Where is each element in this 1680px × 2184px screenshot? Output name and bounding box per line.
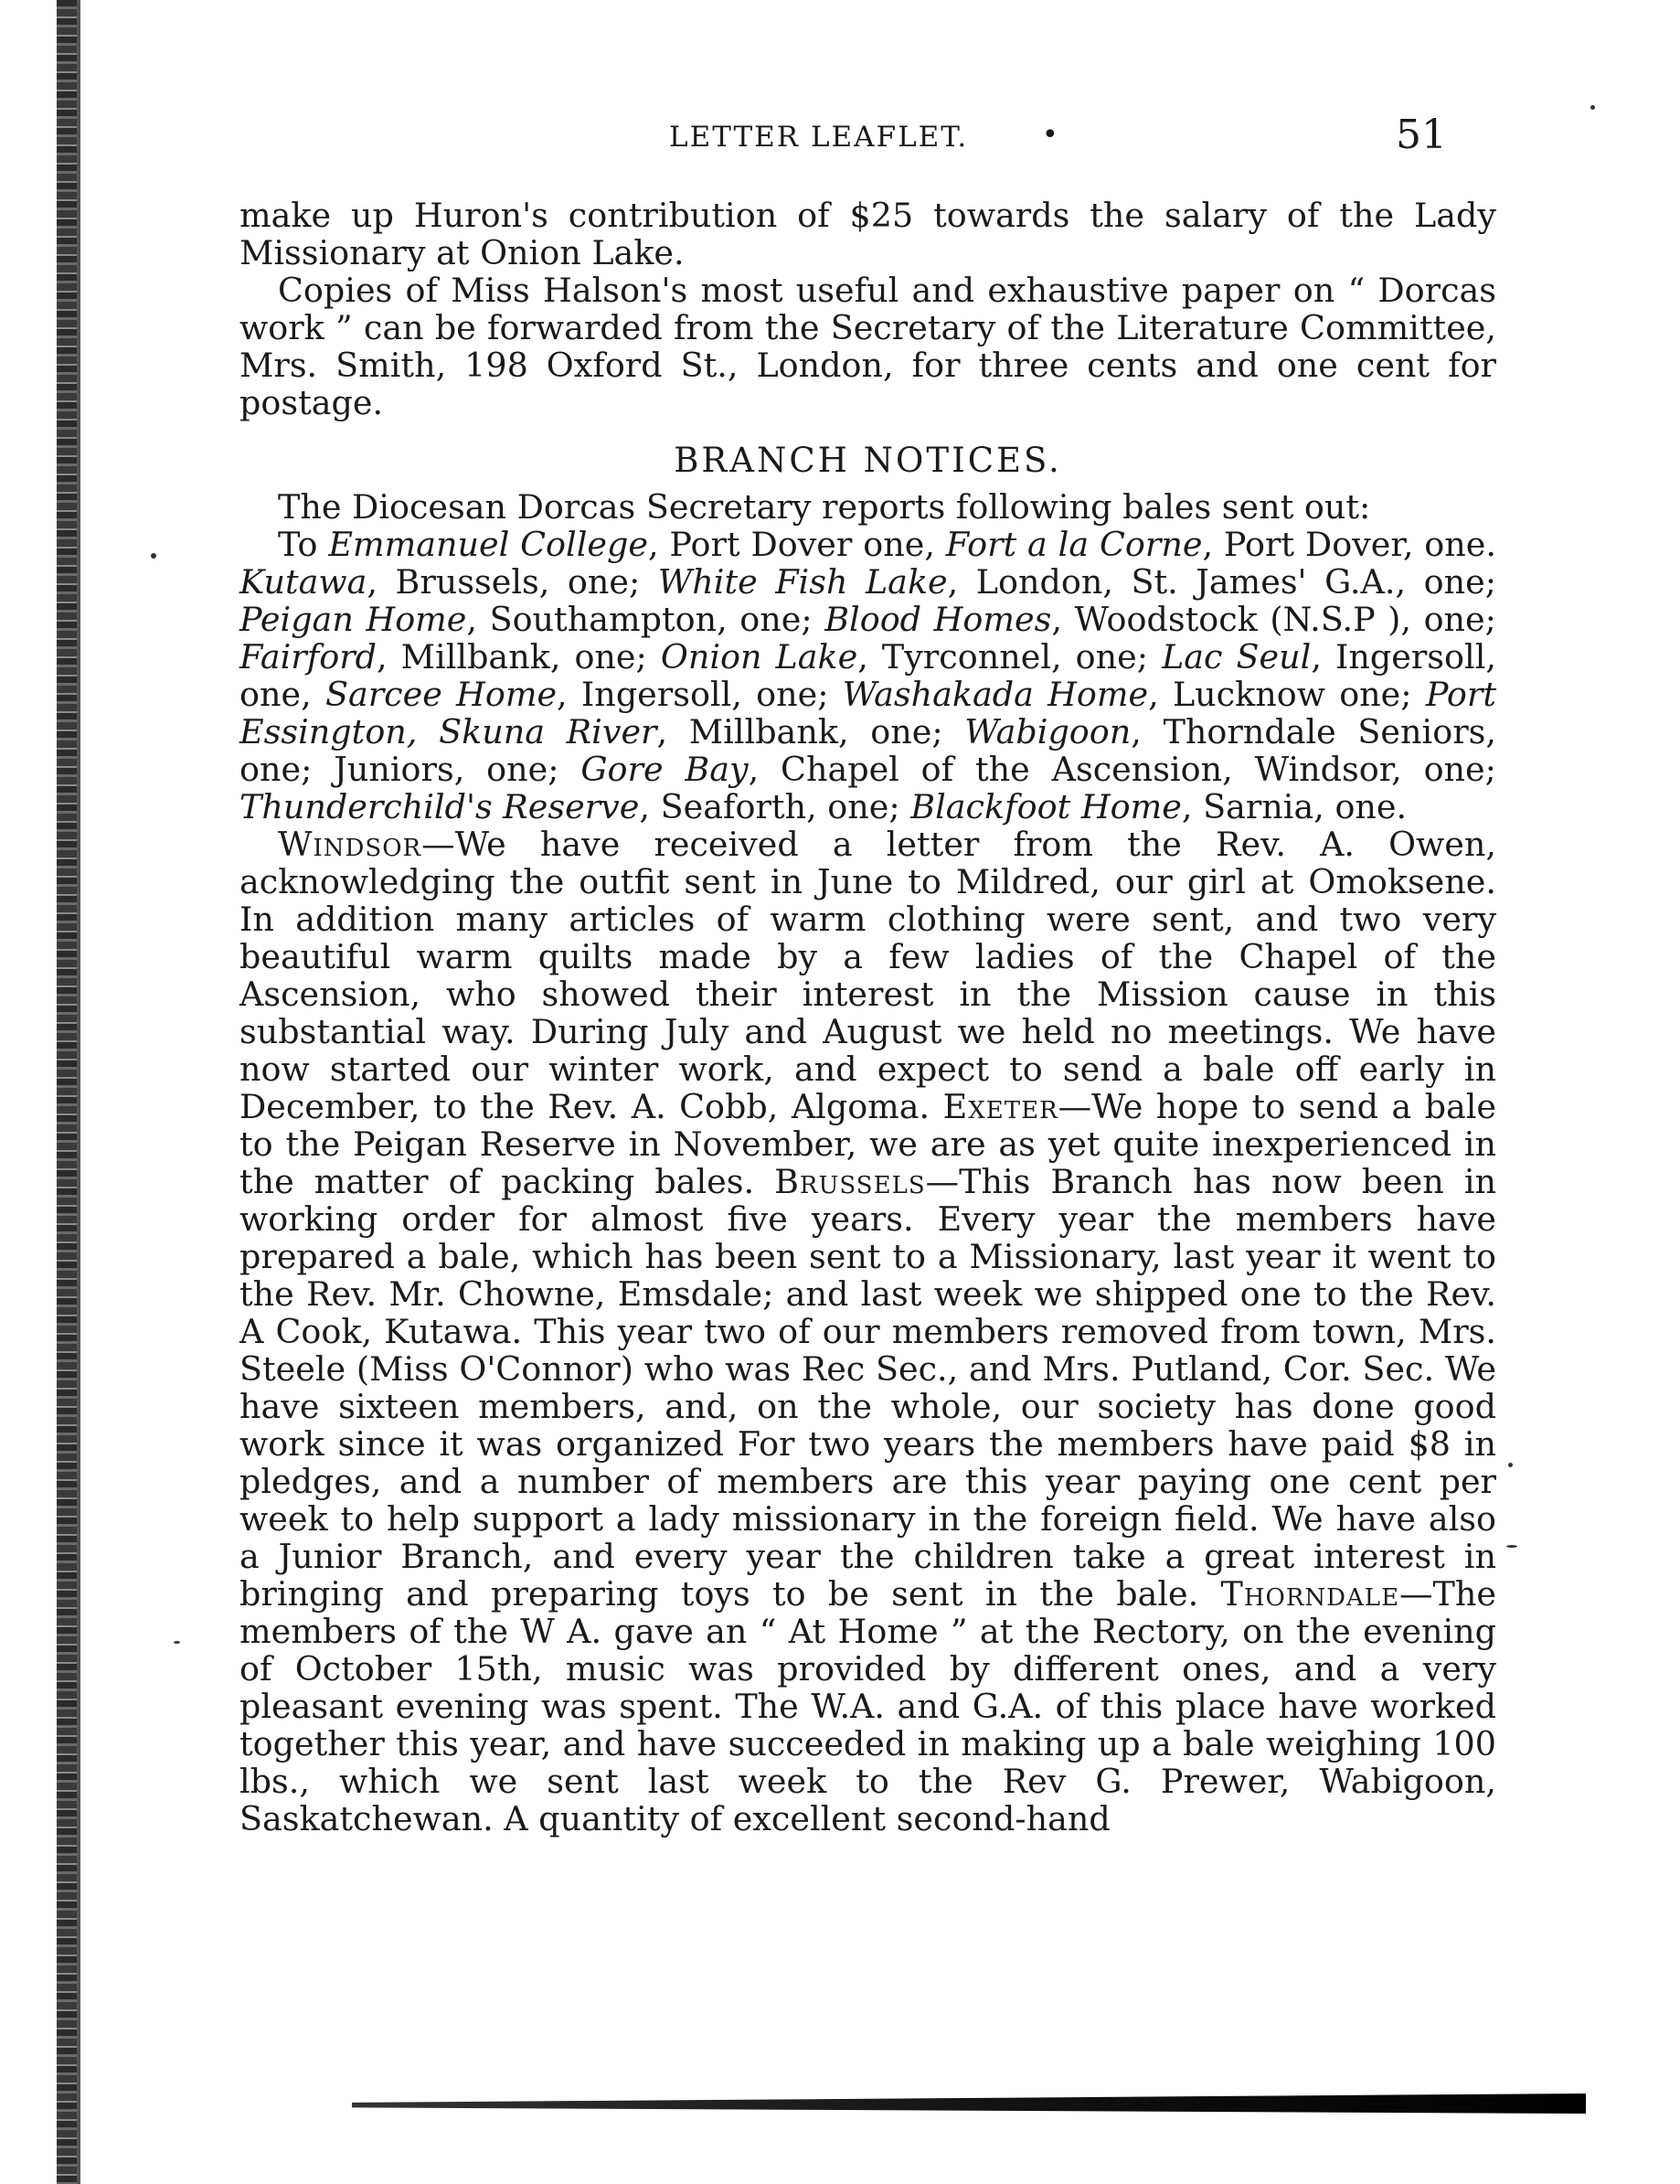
bale-separator: ;	[1484, 562, 1496, 602]
bale-destination: Sarcee Home	[324, 675, 558, 714]
bale-sender: Tyrconnel, one	[881, 637, 1137, 677]
bales-list	[239, 526, 1496, 826]
branch-name-brussels: Brussels	[774, 1162, 926, 1201]
print-speck	[1506, 1545, 1517, 1548]
comma: ,	[947, 562, 976, 602]
bale-sender: Brussels, one	[395, 562, 629, 602]
bales-intro: The Diocesan Dorcas Secretary reports following bales sent out:	[278, 487, 1371, 527]
bale-destination: Fairford	[239, 637, 377, 677]
comma: ,	[656, 712, 689, 751]
comma: ,	[377, 637, 401, 677]
comma: ,	[557, 675, 581, 714]
bale-separator: ,	[924, 525, 946, 564]
comma: ,	[639, 787, 661, 826]
bale-sender: Port Dover one	[669, 525, 925, 564]
comma: ,	[1148, 675, 1173, 714]
comma: ,	[1051, 600, 1075, 639]
bales-prefix: To	[278, 525, 329, 564]
bale-sender: Ingersoll, one	[580, 675, 818, 714]
print-speck	[174, 1641, 180, 1644]
comma: ,	[1181, 787, 1204, 826]
bale-destination: Port Essington, Skuna River	[239, 675, 1496, 751]
bale-destination: Lac Seul	[1162, 637, 1312, 677]
bale-sender: Southampton, one	[489, 600, 802, 639]
comma: ,	[1202, 525, 1224, 564]
bale-destination: Fort a la Corne	[945, 525, 1203, 564]
branch-report-exeter: —We hope to send a bale to the Peigan Reserve in November, we are as yet quite inexperienced in the matter of packing bales.	[239, 1087, 1497, 1201]
section-heading: BRANCH NOTICES.	[674, 441, 1062, 480]
branch-report-windsor: —We have received a letter from the Rev. A. Owen, acknowledging the outfit sent in June to Mildred, our girl at Omoksene. In addition many articles of warm clothing were sent, and two very beautiful warm quilts made by a few ladies of the Chapel of the Ascension, who showed their interest in the Mission cause in this substantial way. During July and August we held no meetings. We have now started our winter work, and expect to send a bale off early in December, to the Rev. A. Cobb, Algoma.	[239, 825, 1496, 1126]
bale-sender: Woodstock (N.S.P ), one	[1074, 600, 1485, 639]
bale-destination: Blood Homes	[824, 600, 1052, 639]
bale-sender: Lucknow one	[1172, 675, 1401, 714]
bale-separator: ;	[888, 787, 911, 826]
bale-sender: Thorndale Seniors, one; Juniors, one	[239, 712, 1496, 789]
bale-destination: Blackfoot Home	[910, 787, 1182, 826]
comma: ,	[1311, 637, 1335, 677]
branch-name-windsor: Windsor	[278, 825, 422, 864]
footer-rule	[352, 2093, 1586, 2114]
page-header	[239, 112, 1492, 163]
bale-sender: Ingersoll, one	[239, 637, 1496, 714]
bale-sender: Chapel of the Ascension, Windsor, one	[781, 750, 1485, 789]
bale-separator: ;	[931, 712, 965, 751]
bale-separator: ;	[801, 600, 825, 639]
bale-destination: Wabigoon	[964, 712, 1132, 751]
book-binding-edge	[57, 0, 79, 2184]
print-speck	[1590, 105, 1595, 110]
binding-shadow	[77, 0, 80, 2184]
bale-separator: ;	[817, 675, 843, 714]
print-speck	[1508, 1463, 1513, 1467]
bale-sender: Millbank, one	[688, 712, 932, 751]
branch-name-thorndale: Thorndale	[1220, 1574, 1400, 1614]
bale-separator: .	[1485, 525, 1496, 564]
bale-separator: ,	[301, 675, 325, 714]
comma: ,	[466, 600, 490, 639]
paragraph-dorcas-paper: Copies of Miss Halson's most useful and exhaustive paper on “ Dorcas work ” can be forwarded from the Secretary of the Literature Committee, Mrs. Smith, 198 Oxford St., London, for three cents and one cent for postage.	[239, 271, 1496, 422]
bale-destination: Gore Bay	[580, 750, 749, 789]
bale-destination: Emmanuel College	[328, 525, 648, 564]
print-speck	[151, 553, 156, 559]
page-body	[239, 197, 1496, 1838]
bale-sender: Sarnia, one	[1203, 787, 1397, 826]
comma: ,	[1131, 712, 1164, 751]
bale-sender: London, St. James' G.A., one	[975, 562, 1485, 602]
bale-separator: .	[1396, 787, 1408, 826]
bale-separator: ;	[628, 562, 658, 602]
paragraph-branch-reports	[239, 826, 1496, 1838]
comma: ,	[857, 637, 882, 677]
bale-destination: Washakada Home	[842, 675, 1149, 714]
bale-destination: Thunderchild's Reserve	[239, 787, 640, 826]
comma: ,	[647, 525, 670, 564]
bale-sender: Port Dover, one	[1223, 525, 1486, 564]
comma: ,	[367, 562, 396, 602]
branch-report-brussels: —This Branch has now been in working order for almost five years. Every year the members have prepared a bale, which has been sent to a Missionary, last year it went to the Rev. Mr. Chowne, Emsdale; and last week we shipped one to the Rev. A Cook, Kutawa. This year two of our members removed from town, Mrs. Steele (Miss O'Connor) who was Rec Sec., and Mrs. Putland, Cor. Sec. We have sixteen members, and, on the whole, our society has done good work since it was organized For two years the members have paid $8 in pledges, and a number of members are this year paying one cent per week to help support a lady missionary in the foreign field. We have also a Junior Branch, and every year the children take a great interest in bringing and preparing toys to be sent in the bale.	[239, 1162, 1496, 1614]
comma: ,	[748, 750, 782, 789]
bale-separator: ;	[548, 750, 581, 789]
branch-name-exeter: Exeter	[942, 1087, 1058, 1126]
bale-sender: Millbank, one	[400, 637, 636, 677]
branch-report-thorndale: —The members of the W A. gave an “ At Home ” at the Rectory, on the evening of October 15th, music was provided by different ones, and a very pleasant evening was spent. The W.A. and G.A. of this place have worked together this year, and have succeeded in making up a bale weighing 100 lbs., which we sent last week to the Rev G. Prewer, Wabigoon, Saskatchewan. A quantity of excellent second-hand	[239, 1574, 1497, 1838]
running-head: LETTER LEAFLET.	[669, 121, 969, 154]
bale-destination: White Fish Lake	[657, 562, 948, 602]
bale-separator: ;	[635, 637, 661, 677]
bale-separator: ;	[1484, 750, 1496, 789]
paragraph-huron-contribution: make up Huron's contribution of $25 towards the salary of the Lady Missionary at Onion Lake.	[239, 196, 1496, 272]
page-number: 51	[1396, 112, 1447, 158]
bale-separator: ;	[1484, 600, 1496, 639]
bale-destination: Peigan Home	[239, 600, 467, 639]
header-bullet: •	[1042, 119, 1058, 151]
bale-destination: Kutawa	[239, 562, 367, 602]
bale-separator: ;	[1400, 675, 1426, 714]
bale-sender: Seaforth, one	[660, 787, 889, 826]
bale-separator: ;	[1136, 637, 1163, 677]
bale-destination: Onion Lake	[660, 637, 858, 677]
